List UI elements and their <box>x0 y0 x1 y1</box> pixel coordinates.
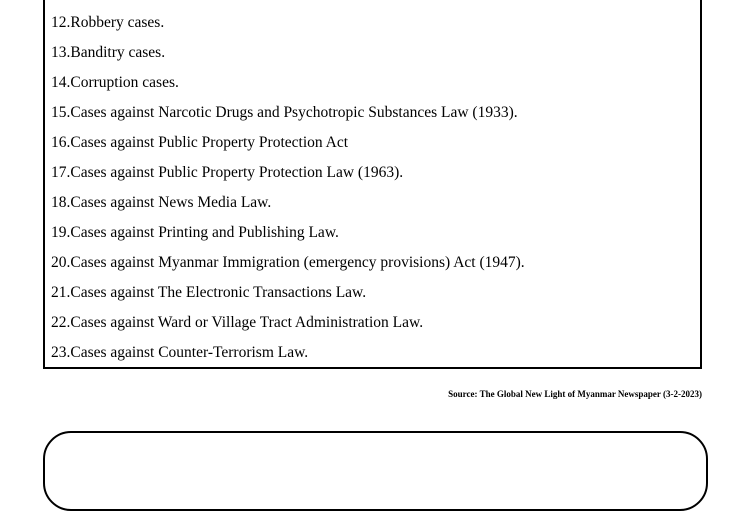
item-text: Cases against News Media Law. <box>70 194 272 211</box>
list-item <box>51 188 525 218</box>
case-list-box <box>43 0 702 369</box>
item-number: 22. <box>51 314 71 331</box>
item-number: 14. <box>51 74 71 91</box>
list-item <box>51 218 525 248</box>
item-text: Cases against Counter-Terrorism Law. <box>70 344 309 361</box>
item-text: Cases against Myanmar Immigration (emergency provisions) Act (1947). <box>70 254 525 271</box>
item-text: Cases against Public Property Protection Law (1963). <box>70 164 404 181</box>
case-list <box>51 8 525 368</box>
item-number: 19. <box>51 224 71 241</box>
item-text: Banditry cases. <box>70 44 166 61</box>
item-number: 20. <box>51 254 71 271</box>
list-item <box>51 128 525 158</box>
item-number: 13. <box>51 44 71 61</box>
item-number: 23. <box>51 344 71 361</box>
source-citation: Source: The Global New Light of Myanmar Newspaper (3-2-2023) <box>448 389 702 399</box>
item-number: 18. <box>51 194 71 211</box>
list-item <box>51 308 525 338</box>
item-number: 16. <box>51 134 71 151</box>
list-item <box>51 338 525 368</box>
list-item <box>51 38 525 68</box>
list-item <box>51 68 525 98</box>
item-text: Cases against Narcotic Drugs and Psychotropic Substances Law (1933). <box>70 104 518 121</box>
item-number: 17. <box>51 164 71 181</box>
item-text: Corruption cases. <box>70 74 179 91</box>
item-number: 21. <box>51 284 71 301</box>
item-text: Cases against Ward or Village Tract Administration Law. <box>70 314 424 331</box>
item-text: Robbery cases. <box>70 14 165 31</box>
list-item <box>51 158 525 188</box>
list-item <box>51 278 525 308</box>
item-number: 12. <box>51 14 71 31</box>
item-text: Cases against Printing and Publishing Law. <box>70 224 339 241</box>
item-text: Cases against The Electronic Transactions Law. <box>70 284 367 301</box>
bottom-rounded-box <box>43 431 708 511</box>
list-item <box>51 8 525 38</box>
list-item <box>51 98 525 128</box>
item-number: 15. <box>51 104 71 121</box>
list-item <box>51 248 525 278</box>
item-text: Cases against Public Property Protection Act <box>70 134 349 151</box>
